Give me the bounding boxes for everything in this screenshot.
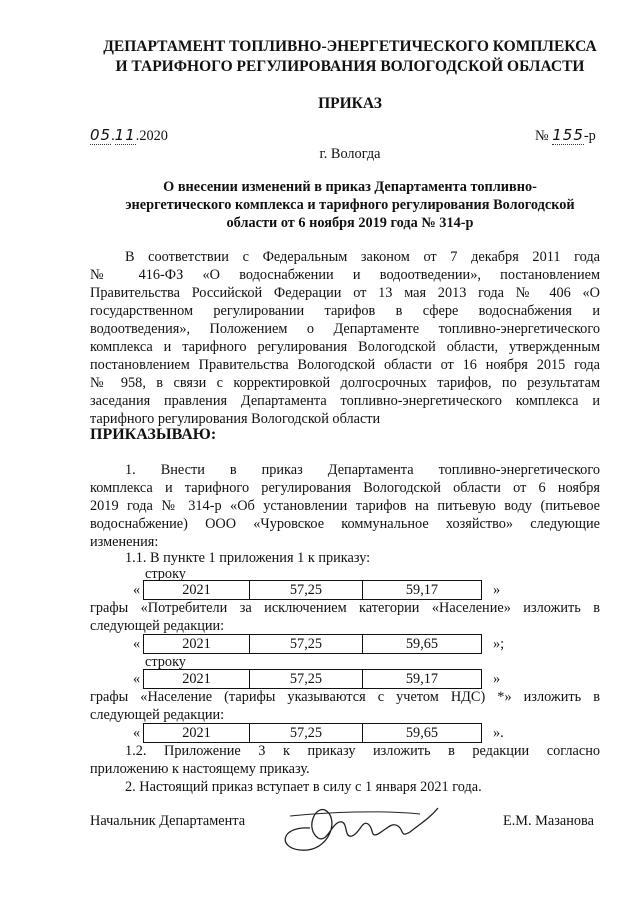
signatory-name: Е.М. Мазанова: [503, 813, 594, 829]
preamble-line: постановлением Правительства Вологодской области от 16 ноября 2015 года: [90, 357, 600, 373]
department-name-line1: ДЕПАРТАМЕНТ ТОПЛИВНО-ЭНЕРГЕТИЧЕСКОГО КОМПЛЕКСА: [103, 38, 597, 55]
order-title-line2: энергетического комплекса и тарифного регулирования Вологодской: [125, 197, 575, 213]
open-quote: «: [133, 582, 141, 598]
tariff-row: [143, 580, 482, 600]
preamble-line: В соответствии с Федеральным законом от 7 декабря 2011 года: [125, 249, 600, 265]
tariff-value-2: 59,65: [363, 635, 482, 654]
number-value: 155: [552, 126, 584, 144]
date-month: 11: [114, 126, 136, 144]
preamble-line: тарифного регулирования Вологодской области: [90, 411, 381, 427]
graph-a-line2: следующей редакции:: [90, 618, 225, 634]
open-quote: «: [133, 636, 141, 652]
number-sign: №: [535, 128, 549, 144]
tariff-year: 2021: [144, 670, 250, 689]
graph-b-line1: графы «Население (тарифы указываются с учетом НДС) *» изложить в: [90, 689, 600, 705]
graph-b-line2: следующей редакции:: [90, 707, 225, 723]
item1-line: изменения:: [90, 534, 159, 550]
tariff-year: 2021: [144, 724, 250, 743]
close-quote: »;: [493, 636, 505, 652]
preamble-line: Правительства Российской Федерации от 13 мая 2013 года № 406 «О: [90, 285, 600, 301]
graph-a-line1: графы «Потребители за исключением категории «Население» изложить в: [90, 600, 600, 616]
preamble-line: № 416-ФЗ «О водоснабжении и водоотведении», постановлением: [90, 267, 600, 283]
row-label: строку: [145, 654, 186, 670]
tariff-value-2: 59,17: [363, 581, 482, 600]
order-title-line3: области от 6 ноября 2019 года № 314-р: [226, 215, 474, 231]
tariff-value-2: 59,17: [363, 670, 482, 689]
date-year: .2020: [135, 128, 168, 144]
row-label: строку: [145, 566, 186, 582]
order-number: [535, 126, 596, 145]
date-day: 05: [90, 126, 112, 144]
close-quote: »: [493, 671, 501, 687]
subitem-1-2-line2: приложению к настоящему приказу.: [90, 761, 310, 777]
number-suffix: -р: [583, 128, 596, 144]
close-quote: »: [493, 582, 501, 598]
tariff-value-2: 59,65: [363, 724, 482, 743]
preamble-line: государственном регулировании тарифов в сфере водоснабжения и: [90, 303, 600, 319]
tariff-value-1: 57,25: [250, 670, 363, 689]
handwritten-signature: [270, 798, 450, 856]
tariff-value-1: 57,25: [250, 724, 363, 743]
open-quote: «: [133, 725, 141, 741]
preamble-line: № 958, в связи с корректировкой долгосрочных тарифов, по результатам: [90, 375, 600, 391]
order-title-line1: О внесении изменений в приказ Департамента топливно-: [163, 179, 537, 195]
order-directive: ПРИКАЗЫВАЮ:: [90, 426, 217, 443]
item1-line: 2019 года № 314-р «Об установлении тарифов на питьевую воду (питьевое: [90, 498, 600, 514]
item1-line: комплекса и тарифного регулирования Вологодской области от 6 ноября: [90, 480, 600, 496]
document-type: ПРИКАЗ: [318, 95, 382, 112]
tariff-row: [143, 723, 482, 743]
item2: 2. Настоящий приказ вступает в силу с 1 января 2021 года.: [125, 779, 482, 795]
department-name-line2: И ТАРИФНОГО РЕГУЛИРОВАНИЯ ВОЛОГОДСКОЙ ОБЛАСТИ: [115, 58, 585, 75]
tariff-year: 2021: [144, 581, 250, 600]
close-quote: ».: [493, 725, 504, 741]
preamble-line: заседания правления Департамента топливно-энергетического комплекса и: [90, 393, 600, 409]
item1-line: водоснабжение) ООО «Чуровское коммунальное хозяйство» следующие: [90, 516, 600, 532]
signatory-position: Начальник Департамента: [90, 813, 246, 829]
preamble-line: водоотведения», Положением о Департаменте топливно-энергетического: [90, 321, 600, 337]
city: г. Вологда: [319, 146, 381, 162]
order-date: 05.11.2020: [90, 126, 168, 144]
preamble-line: комплекса и тарифного регулирования Вологодской области, утвержденным: [90, 339, 600, 355]
tariff-row: [143, 634, 482, 654]
tariff-year: 2021: [144, 635, 250, 654]
item1-line: 1. Внести в приказ Департамента топливно-энергетического: [125, 462, 600, 478]
open-quote: «: [133, 671, 141, 687]
subitem-1-2-line1: 1.2. Приложение 3 к приказу изложить в редакции согласно: [125, 743, 600, 759]
tariff-value-1: 57,25: [250, 635, 363, 654]
tariff-value-1: 57,25: [250, 581, 363, 600]
tariff-row: [143, 669, 482, 689]
subitem-1-1: 1.1. В пункте 1 приложения 1 к приказу:: [125, 550, 371, 566]
